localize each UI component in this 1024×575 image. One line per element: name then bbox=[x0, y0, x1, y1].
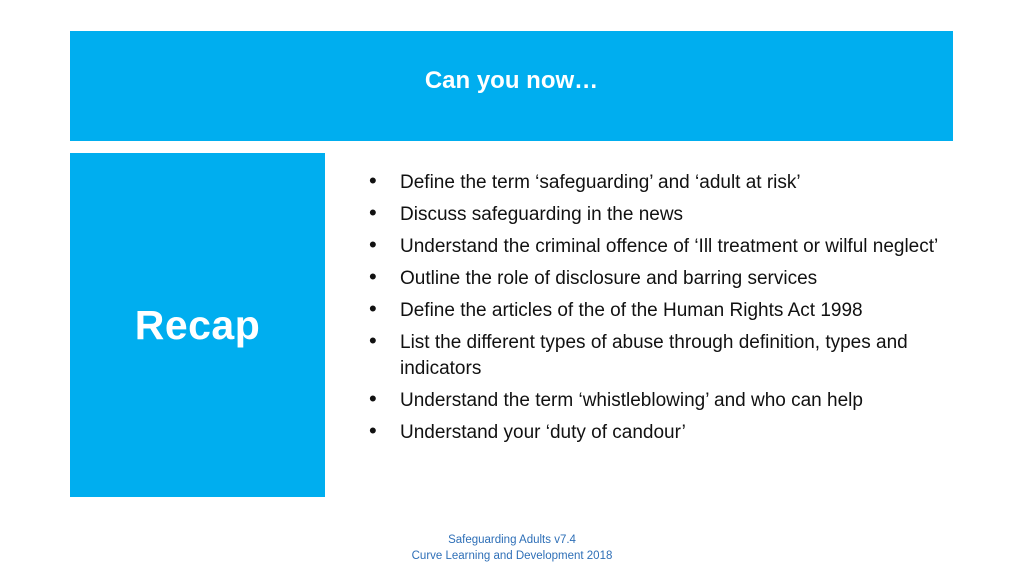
list-item bbox=[368, 170, 958, 196]
bullet-icon: • bbox=[369, 200, 377, 225]
list-item-text: Understand the criminal offence of ‘Ill treatment or wilful neglect’ bbox=[400, 236, 939, 257]
list-item bbox=[368, 202, 958, 228]
slide-title: Can you now… bbox=[424, 67, 599, 94]
list-item bbox=[368, 234, 958, 260]
list-item bbox=[368, 417, 958, 446]
footer bbox=[0, 533, 1024, 564]
list-item bbox=[368, 298, 958, 324]
bullet-icon: • bbox=[369, 296, 377, 321]
recap-label: Recap bbox=[134, 301, 261, 348]
list-item-text: Discuss safeguarding in the news bbox=[400, 204, 684, 225]
list-item-text: Outline the role of disclosure and barring services bbox=[400, 268, 818, 289]
recap-panel bbox=[70, 153, 325, 497]
list-item-text: Define the term ‘safeguarding’ and ‘adult at risk’ bbox=[400, 172, 801, 193]
footer-version: Safeguarding Adults v7.4 bbox=[448, 534, 576, 546]
list-item bbox=[368, 385, 958, 414]
bullet-icon: • bbox=[369, 328, 377, 353]
bullet-icon: • bbox=[369, 168, 377, 193]
list-item-text: Define the articles of the of the Human Rights Act 1998 bbox=[400, 300, 863, 321]
bullet-icon: • bbox=[369, 264, 377, 289]
bullet-icon: • bbox=[369, 232, 377, 257]
objectives-list bbox=[368, 170, 958, 452]
list-item-text: Understand the term ‘whistleblowing’ and who can help bbox=[400, 389, 863, 411]
bullet-icon: • bbox=[369, 417, 377, 443]
footer-copyright: Curve Learning and Development 2018 bbox=[411, 549, 613, 562]
list-item-text: List the different types of abuse through definition, types and indicators bbox=[400, 332, 908, 379]
list-item bbox=[368, 330, 958, 381]
header-banner bbox=[70, 31, 953, 141]
list-item-text: Understand your ‘duty of candour’ bbox=[400, 421, 686, 443]
bullet-icon: • bbox=[369, 385, 377, 411]
list-item bbox=[368, 266, 958, 292]
